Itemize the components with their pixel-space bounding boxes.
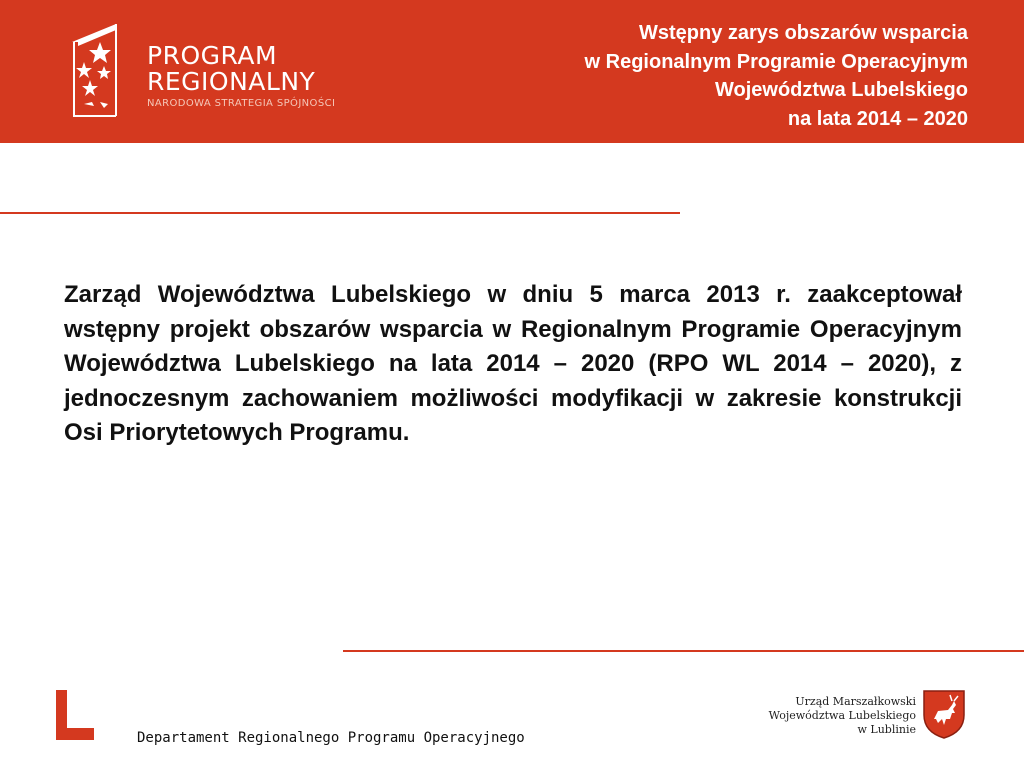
page-title (585, 19, 968, 133)
header-banner (0, 0, 1024, 143)
office-name (769, 695, 916, 737)
logo-regionalny-label: REGIONALNY (147, 67, 316, 96)
deer-crest-icon (922, 689, 966, 739)
office-line-1: Urząd Marszałkowski (795, 695, 916, 708)
title-line-3: Województwa Lubelskiego (715, 79, 968, 101)
main-paragraph: Zarząd Województwa Lubelskiego w dniu 5 marca 2013 r. zaakceptował wstępny projekt obszarów wsparcia w Regionalnym Programie Operacyjnym Województwa Lubelskiego na lata 2014 – 2020 (RPO WL 2014 – 2020), z jednoczesnym zachowaniem możliwości modyfikacji w zakresie konstrukcji Osi Priorytetowych Programu. (64, 281, 962, 446)
title-line-1: Wstępny zarys obszarów wsparcia (638, 22, 968, 44)
stars-logo-icon (70, 22, 120, 120)
logo-subtitle: NARODOWA STRATEGIA SPÓJNOŚCI (147, 98, 336, 109)
department-label: Departament Regionalnego Programu Operacyjnego (137, 730, 525, 746)
title-line-4: na lata 2014 – 2020 (787, 107, 968, 130)
office-line-3: w Lublinie (857, 723, 916, 736)
office-line-2: Województwa Lubelskiego (768, 709, 916, 722)
title-line-2: w Regionalnym Programie Operacyjnym (584, 50, 968, 73)
l-logo-icon (56, 690, 94, 740)
top-divider (0, 212, 680, 214)
logo-program-label: PROGRAM (147, 41, 278, 70)
bottom-divider (343, 650, 1024, 652)
